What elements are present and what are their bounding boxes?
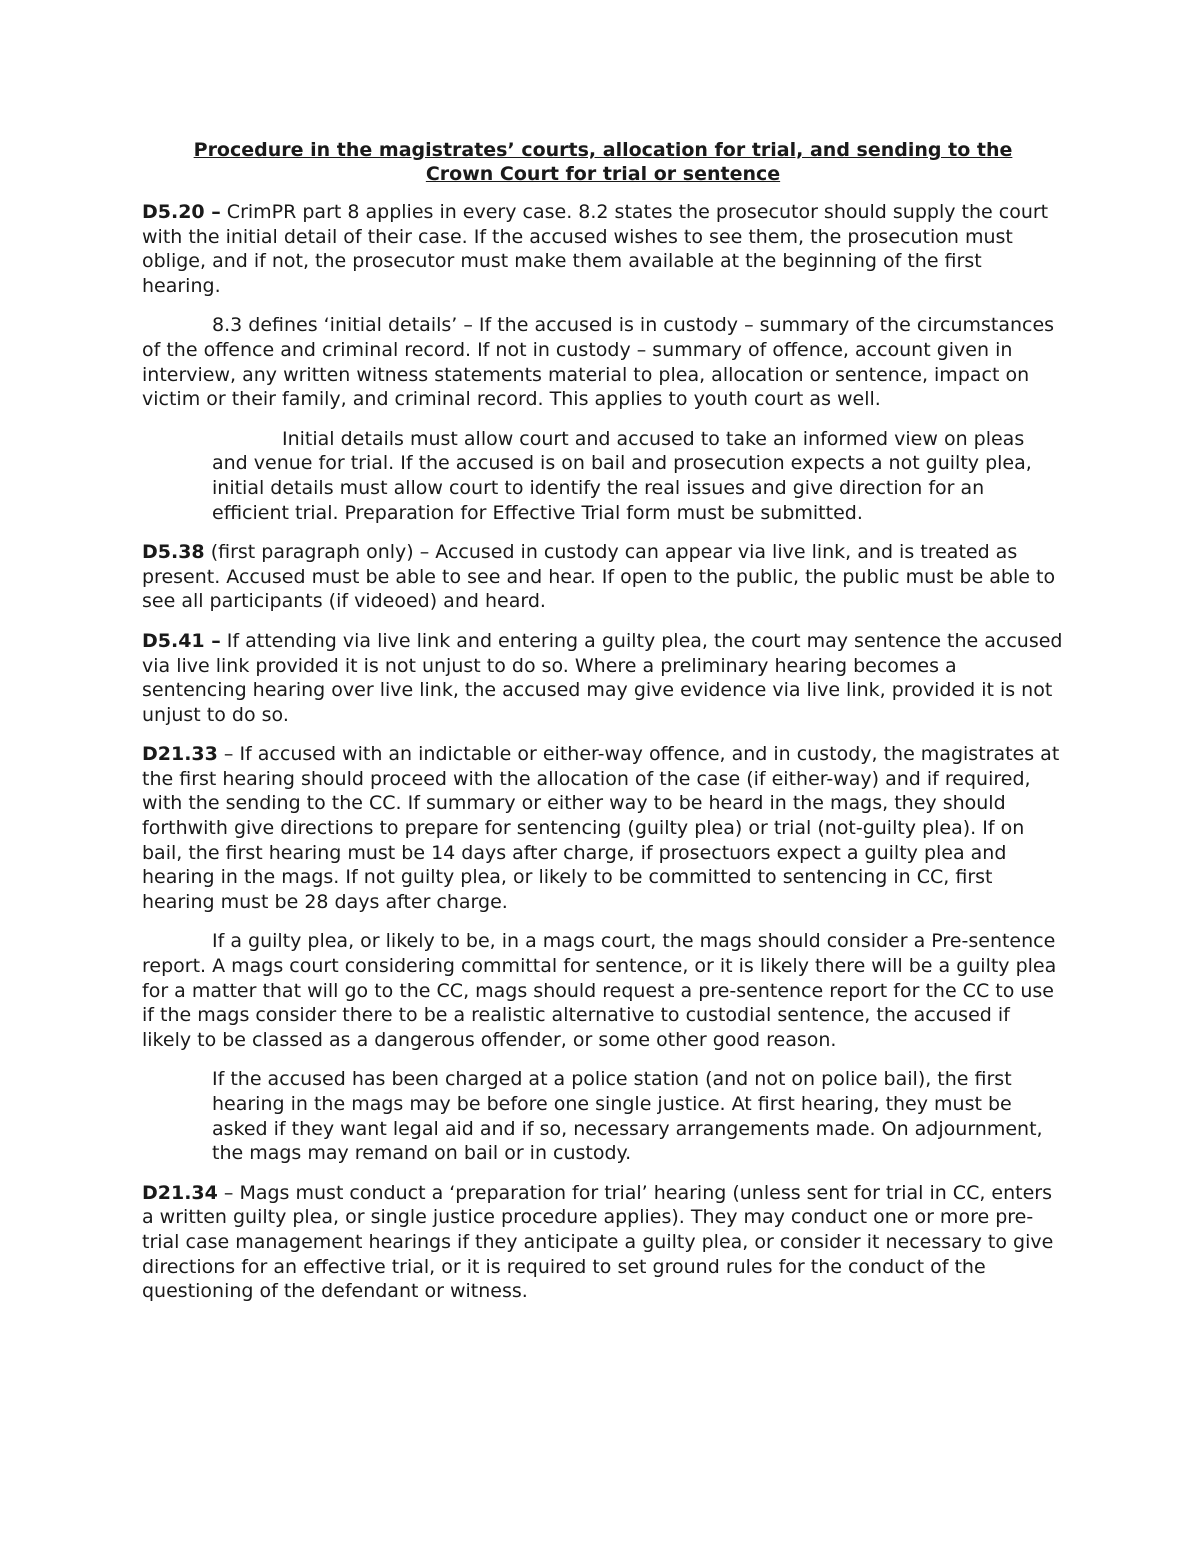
paragraph-text: If attending via live link and entering a guilty plea, the court may sentence the accused via live link provided it is not unjust to do so. Where a preliminary hearing becomes a sentencing hearing over live link, the accused may give evidence via live link, provided it is not unjust to do so. [142, 629, 1063, 726]
section-ref: D5.20 – [142, 201, 221, 223]
paragraph-initial-details: 8.3 defines ‘initial details’ – If the accused is in custody – summary of the circumstances of the offence and criminal record. If not in custody – summary of offence, account given in interview, any written witness statements material to plea, allocation or sentence, impact on victim or their family, and criminal record. This applies to youth court as well. [142, 314, 1055, 411]
paragraph-d21-33 [142, 742, 1064, 914]
paragraph-text: – Mags must conduct a ‘preparation for trial’ hearing (unless sent for trial in CC, enters a written guilty plea, or single justice procedure applies). They may conduct one or more pre-trial case management hearings if they anticipate a guilty plea, or consider it necessary to give directions for an effective trial, or it is required to set ground rules for the conduct of the questioning of the defendant or witness. [142, 1181, 1054, 1303]
paragraph-d21-34 [142, 1181, 1064, 1304]
paragraph-d5-38 [142, 540, 1064, 614]
paragraph-informed-view: Initial details must allow court and accused to take an informed view on pleas and venue for trial. If the accused is on bail and prosecution expects a not guilty plea, initial details must allow court to identify the real issues and give direction for an efficient trial. Preparation for Effective Trial form must be submitted. [212, 427, 1032, 524]
section-ref: D21.34 [142, 1181, 218, 1204]
paragraph-d5-20 [142, 200, 1064, 298]
paragraph-police-station: If the accused has been charged at a police station (and not on police bail), the first hearing in the mags may be before one single justice. At first hearing, they must be asked if they want legal aid and if so, necessary arrangements made. On adjournment, the mags may remand on bail or in custody. [212, 1068, 1043, 1165]
section-ref: D21.33 [142, 743, 218, 766]
paragraph-pre-sentence-report: If a guilty plea, or likely to be, in a mags court, the mags should consider a Pre-sentence report. A mags court considering committal for sentence, or it is likely there will be a guilty plea for a matter that will go to the CC, mags should request a pre-sentence report for the CC to use if the mags consider there to be a realistic alternative to custodial sentence, the accused if likely to be classed as a dangerous offender, or some other good reason. [142, 930, 1057, 1051]
paragraph-text: – If accused with an indictable or either-way offence, and in custody, the magistrates at the first hearing should proceed with the allocation of the case (if either-way) and if required, with the sending to the CC. If summary or either way to be heard in the mags, they should forthwith give directions to prepare for sentencing (guilty plea) or trial (not-guilty plea). If on bail, the first hearing must be 14 days after charge, if prosectuors expect a guilty plea and hearing in the mags. If not guilty plea, or likely to be committed to sentencing in CC, first hearing must be 28 days after charge. [142, 743, 1060, 913]
document-title [142, 138, 1064, 186]
paragraph-d5-41 [142, 629, 1064, 727]
section-ref: D5.41 – [142, 629, 221, 652]
section-ref: D5.38 [142, 541, 205, 564]
paragraph-text: (first paragraph only) – Accused in custody can appear via live link, and is treated as present. Accused must be able to see and hear. If open to the public, the public must be able to see all participants (if videoed) and heard. [142, 541, 1056, 613]
paragraph-text: CrimPR part 8 applies in every case. 8.2 states the prosecutor should supply the court with the initial detail of their case. If the accused wishes to see them, the prosecution must oblige, and if not, the prosecutor must make them available at the beginning of the first hearing. [142, 201, 1049, 297]
title-line-2: Crown Court for trial or sentence [425, 163, 781, 185]
title-line-1: Procedure in the magistrates’ courts, allocation for trial, and sending to the [193, 139, 1013, 161]
